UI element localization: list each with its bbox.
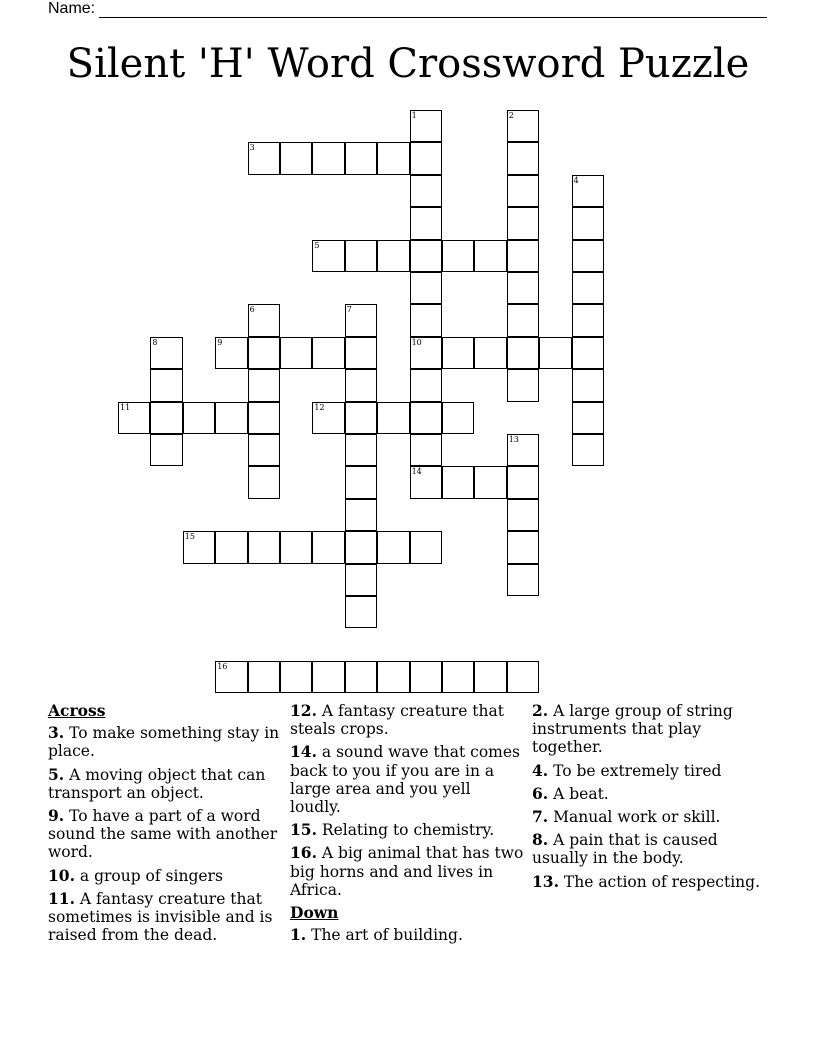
clue-text: To make something stay in place. <box>48 724 280 761</box>
clue-text: A pain that is caused usually in the body. <box>532 831 718 868</box>
crossword-cell[interactable] <box>507 240 539 272</box>
crossword-cell[interactable] <box>377 240 409 272</box>
clue-number-label: 6. <box>532 783 549 803</box>
crossword-cell[interactable] <box>345 564 377 596</box>
crossword-cell[interactable] <box>345 499 377 531</box>
crossword-cell[interactable] <box>410 661 442 693</box>
clue-number: 9 <box>217 337 223 347</box>
clue-column-1 <box>48 702 280 949</box>
crossword-cell[interactable] <box>572 402 604 434</box>
clue-number-label: 13. <box>532 871 559 891</box>
clue-text: Manual work or skill. <box>548 808 721 827</box>
clue-number: 7 <box>346 305 352 315</box>
crossword-cell[interactable] <box>507 142 539 174</box>
crossword-cell[interactable] <box>410 369 442 401</box>
crossword-cell[interactable] <box>183 531 215 563</box>
clue-number-label: 15. <box>290 820 317 840</box>
clue-number: 10 <box>411 337 422 347</box>
crossword-cell[interactable] <box>507 207 539 239</box>
clue-item <box>48 766 280 802</box>
clue-number: 8 <box>152 337 158 347</box>
crossword-cell[interactable] <box>248 466 280 498</box>
crossword-cell[interactable] <box>507 499 539 531</box>
crossword-cell[interactable] <box>345 304 377 336</box>
clue-item <box>532 762 764 780</box>
crossword-cell[interactable] <box>377 142 409 174</box>
crossword-cell[interactable] <box>377 661 409 693</box>
crossword-cell[interactable] <box>410 142 442 174</box>
clue-text: A large group of string instruments that play together. <box>532 702 733 757</box>
clue-number-label: 12. <box>290 701 317 720</box>
clue-item <box>48 867 280 885</box>
crossword-cell[interactable] <box>280 142 312 174</box>
crossword-cell[interactable] <box>150 369 182 401</box>
clue-number-label: 3. <box>48 723 65 743</box>
clue-number: 11 <box>120 402 131 412</box>
crossword-cell[interactable] <box>572 304 604 336</box>
crossword-cell[interactable] <box>572 369 604 401</box>
crossword-cell[interactable] <box>150 402 182 434</box>
crossword-cell[interactable] <box>345 142 377 174</box>
crossword-cell[interactable] <box>410 337 442 369</box>
clue-item <box>48 807 280 862</box>
crossword-cell[interactable] <box>507 434 539 466</box>
crossword-cell[interactable] <box>345 466 377 498</box>
across-heading: Across <box>48 701 106 720</box>
clue-item <box>290 702 526 738</box>
crossword-cell[interactable] <box>150 434 182 466</box>
clue-item <box>48 724 280 760</box>
crossword-cell[interactable] <box>215 531 247 563</box>
crossword-cell[interactable] <box>312 142 344 174</box>
clue-number-label: 5. <box>48 764 65 784</box>
name-label: Name: <box>48 0 96 17</box>
crossword-cell[interactable] <box>118 402 150 434</box>
clue-item <box>532 808 764 826</box>
clue-text: a sound wave that comes back to you if you are in a large area and you yell loudly. <box>290 743 520 817</box>
crossword-cell[interactable] <box>410 272 442 304</box>
clue-number: 2 <box>508 111 514 120</box>
crossword-cell[interactable] <box>345 337 377 369</box>
crossword-cell[interactable] <box>507 304 539 336</box>
clue-text: To be extremely tired <box>548 761 722 780</box>
crossword-cell[interactable] <box>572 434 604 466</box>
clue-text: Relating to chemistry. <box>316 821 495 840</box>
clue-number-label: 8. <box>532 830 549 850</box>
crossword-cell[interactable] <box>410 304 442 336</box>
crossword-cell[interactable] <box>248 402 280 434</box>
crossword-cell[interactable] <box>312 402 344 434</box>
crossword-cell[interactable] <box>507 110 539 142</box>
crossword-cell[interactable] <box>572 337 604 369</box>
clue-item <box>290 743 526 816</box>
crossword-cell[interactable] <box>183 402 215 434</box>
clue-number-label: 11. <box>48 888 75 908</box>
clue-text: The art of building. <box>306 926 463 945</box>
clue-text: The action of respecting. <box>558 872 760 891</box>
crossword-cell[interactable] <box>507 175 539 207</box>
crossword-cell[interactable] <box>345 434 377 466</box>
crossword-cell[interactable] <box>312 661 344 693</box>
clue-item <box>48 890 280 945</box>
clue-item <box>532 831 764 867</box>
down-heading: Down <box>290 903 339 923</box>
crossword-cell[interactable] <box>442 661 474 693</box>
clue-item <box>532 873 764 891</box>
clue-number-label: 4. <box>532 760 549 780</box>
clue-number-label: 14. <box>290 742 317 762</box>
crossword-cell[interactable] <box>539 337 571 369</box>
clue-column-2 <box>290 702 526 949</box>
crossword-cell[interactable] <box>410 175 442 207</box>
crossword-cell[interactable] <box>474 337 506 369</box>
crossword-cell[interactable] <box>280 531 312 563</box>
crossword-cell[interactable] <box>410 434 442 466</box>
clue-number: 6 <box>249 305 255 315</box>
crossword-cell[interactable] <box>248 369 280 401</box>
crossword-cell[interactable] <box>572 207 604 239</box>
crossword-cell[interactable] <box>442 337 474 369</box>
crossword-cell[interactable] <box>507 337 539 369</box>
crossword-cell[interactable] <box>474 661 506 693</box>
crossword-cell[interactable] <box>280 337 312 369</box>
crossword-cell[interactable] <box>377 531 409 563</box>
clue-item <box>290 926 526 944</box>
crossword-cell[interactable] <box>507 661 539 693</box>
clue-item <box>532 702 764 757</box>
clue-text: A moving object that can transport an object. <box>48 765 266 802</box>
clue-text: A fantasy creature that steals crops. <box>290 702 504 739</box>
clue-text: To have a part of a word sound the same with another word. <box>48 807 278 862</box>
clue-number: 13 <box>508 435 519 444</box>
clue-number-label: 7. <box>532 807 549 827</box>
crossword-cell[interactable] <box>442 402 474 434</box>
clue-number: 3 <box>249 143 255 153</box>
crossword-cell[interactable] <box>410 402 442 434</box>
across-clue-list-continued <box>290 702 526 899</box>
crossword-cell[interactable] <box>248 531 280 563</box>
crossword-cell[interactable] <box>248 142 280 174</box>
clue-number-label: 9. <box>48 806 65 826</box>
clue-text: A fantasy creature that sometimes is invisible and is raised from the dead. <box>48 889 273 945</box>
crossword-cell[interactable] <box>345 661 377 693</box>
crossword-cell[interactable] <box>507 369 539 401</box>
crossword-cell[interactable] <box>507 466 539 498</box>
clue-number: 5 <box>314 240 320 250</box>
clue-text: A beat. <box>548 784 609 803</box>
crossword-cell[interactable] <box>215 402 247 434</box>
down-clue-list <box>290 926 526 944</box>
clue-item <box>532 785 764 803</box>
crossword-cell[interactable] <box>248 304 280 336</box>
across-clue-list <box>48 724 280 944</box>
crossword-cell[interactable] <box>345 369 377 401</box>
crossword-cell[interactable] <box>410 466 442 498</box>
clue-number: 12 <box>314 402 325 412</box>
clue-number: 15 <box>184 532 195 542</box>
clue-number-label: 10. <box>48 865 75 885</box>
clue-item <box>290 821 526 839</box>
crossword-cell[interactable] <box>215 661 247 693</box>
crossword-cell[interactable] <box>410 531 442 563</box>
crossword-cell[interactable] <box>312 531 344 563</box>
crossword-cell[interactable] <box>410 207 442 239</box>
crossword-cell[interactable] <box>150 337 182 369</box>
clue-number: 14 <box>411 467 422 477</box>
crossword-cell[interactable] <box>507 564 539 596</box>
crossword-cell[interactable] <box>345 596 377 628</box>
clue-number-label: 16. <box>290 843 317 863</box>
crossword-cell[interactable] <box>248 661 280 693</box>
crossword-cell[interactable] <box>507 272 539 304</box>
crossword-cell[interactable] <box>345 240 377 272</box>
crossword-cell[interactable] <box>474 240 506 272</box>
crossword-cell[interactable] <box>215 337 247 369</box>
clue-number: 16 <box>217 661 228 671</box>
clue-item <box>290 844 526 899</box>
crossword-cell[interactable] <box>474 466 506 498</box>
crossword-cell[interactable] <box>507 531 539 563</box>
down-clue-list-continued <box>532 702 764 891</box>
crossword-cell[interactable] <box>312 337 344 369</box>
crossword-cell[interactable] <box>410 110 442 142</box>
crossword-cell[interactable] <box>248 434 280 466</box>
crossword-cell[interactable] <box>572 272 604 304</box>
clue-text: A big animal that has two big horns and and lives in Africa. <box>290 844 524 899</box>
crossword-cell[interactable] <box>248 337 280 369</box>
clue-number: 1 <box>411 111 417 120</box>
crossword-cell[interactable] <box>442 240 474 272</box>
crossword-cell[interactable] <box>312 240 344 272</box>
crossword-cell[interactable] <box>572 240 604 272</box>
crossword-cell[interactable] <box>572 175 604 207</box>
crossword-cell[interactable] <box>442 466 474 498</box>
crossword-cell[interactable] <box>410 240 442 272</box>
puzzle-title: Silent 'H' Word Crossword Puzzle <box>66 41 750 87</box>
clue-number: 4 <box>573 175 579 185</box>
crossword-cell[interactable] <box>377 402 409 434</box>
crossword-cell[interactable] <box>345 531 377 563</box>
crossword-cell[interactable] <box>280 661 312 693</box>
crossword-cell[interactable] <box>345 402 377 434</box>
clue-column-3 <box>532 702 764 896</box>
clue-text: a group of singers <box>74 866 223 885</box>
clue-number-label: 1. <box>290 925 307 945</box>
clue-number-label: 2. <box>532 701 549 720</box>
